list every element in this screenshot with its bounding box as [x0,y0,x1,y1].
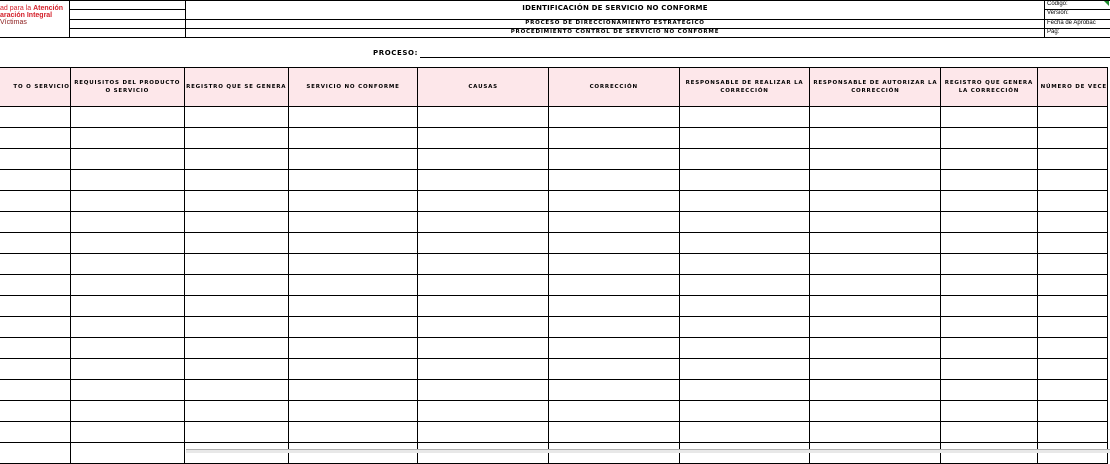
table-cell[interactable] [288,128,418,149]
table-cell[interactable] [288,359,418,380]
table-cell[interactable] [288,254,418,275]
table-cell[interactable] [184,254,288,275]
table-cell[interactable] [184,212,288,233]
col-header-responsable-realizar: RESPONSABLE DE REALIZAR LA CORRECCIÓN [679,68,810,107]
table-cell[interactable] [1037,443,1107,464]
table-cell[interactable] [548,128,679,149]
table-cell[interactable] [70,170,184,191]
table-cell[interactable] [418,233,548,254]
col-header-requisitos: REQUISITOS DEL PRODUCTO O SERVICIO [70,68,184,107]
table-cell[interactable] [941,380,1037,401]
table-cell[interactable] [810,107,941,128]
table-cell[interactable] [0,317,70,338]
table-cell[interactable] [418,422,548,443]
table-cell[interactable] [548,254,679,275]
table-row [0,296,1108,317]
process-name: PROCESO DE DIRECCIONAMIENTO ESTRATEGICO [525,20,705,26]
table-cell[interactable] [70,275,184,296]
table-cell[interactable] [0,296,70,317]
table-cell[interactable] [1037,149,1107,170]
table-header-row [0,68,1108,107]
table-cell[interactable] [548,422,679,443]
table-row [0,107,1108,128]
table-cell[interactable] [70,254,184,275]
organization-logo [0,5,70,26]
table-cell[interactable] [548,443,679,464]
table-cell[interactable] [418,254,548,275]
table-cell[interactable] [810,359,941,380]
table-cell[interactable] [548,338,679,359]
procedure-name: PROCEDIMIENTO CONTROL DE SERVICIO NO CONFORME [510,29,720,35]
table-cell[interactable] [548,170,679,191]
table-cell[interactable] [941,443,1037,464]
pag-label: Pág: [1047,29,1060,35]
table-cell[interactable] [418,317,548,338]
table-cell[interactable] [1037,233,1107,254]
table-cell[interactable] [1037,359,1107,380]
table-cell[interactable] [1037,212,1107,233]
col-header-servicio-no-conforme: SERVICIO NO CONFORME [288,68,418,107]
table-cell[interactable] [288,191,418,212]
header-border-top [0,0,1110,1]
header-cell-divider [70,9,185,10]
table-cell[interactable] [941,191,1037,212]
table-cell[interactable] [941,254,1037,275]
table-cell[interactable] [70,191,184,212]
header-vline-right [1044,0,1045,38]
table-cell[interactable] [288,422,418,443]
cell-comment-indicator-icon [1104,1,1109,6]
table-row [0,191,1108,212]
table-cell[interactable] [679,107,810,128]
logo-line1-prefix: ad para la [0,5,34,12]
table-cell[interactable] [0,170,70,191]
table-cell[interactable] [0,254,70,275]
table-cell[interactable] [679,149,810,170]
table-cell[interactable] [70,422,184,443]
table-cell[interactable] [184,338,288,359]
table-cell[interactable] [418,212,548,233]
table-cell[interactable] [418,107,548,128]
table-cell[interactable] [941,149,1037,170]
table-row [0,443,1108,464]
table-cell[interactable] [184,401,288,422]
table-cell[interactable] [288,380,418,401]
table-cell[interactable] [70,107,184,128]
table-cell[interactable] [941,128,1037,149]
horizontal-scrollbar[interactable] [186,449,1110,453]
table-cell[interactable] [0,275,70,296]
table-cell[interactable] [1037,401,1107,422]
table-row [0,401,1108,422]
table-cell[interactable] [679,317,810,338]
table-cell[interactable] [810,128,941,149]
table-cell[interactable] [941,338,1037,359]
document-title: IDENTIFICACIÓN DE SERVICIO NO CONFORME [522,4,708,12]
table-cell[interactable] [810,401,941,422]
table-cell[interactable] [418,128,548,149]
table-cell[interactable] [810,275,941,296]
table-cell[interactable] [810,212,941,233]
table-cell[interactable] [418,170,548,191]
table-cell[interactable] [0,359,70,380]
table-cell[interactable] [184,443,288,464]
table-cell[interactable] [184,359,288,380]
table-row [0,317,1108,338]
table-cell[interactable] [70,296,184,317]
table-cell[interactable] [679,296,810,317]
table-cell[interactable] [941,296,1037,317]
table-cell[interactable] [679,254,810,275]
table-cell[interactable] [679,443,810,464]
col-header-causas: CAUSAS [418,68,548,107]
table-cell[interactable] [1037,380,1107,401]
table-cell[interactable] [70,317,184,338]
table-cell[interactable] [184,170,288,191]
table-cell[interactable] [288,170,418,191]
table-cell[interactable] [810,422,941,443]
table-cell[interactable] [548,191,679,212]
col-header-registro-correccion: REGISTRO QUE GENERA LA CORRECCIÓN [941,68,1037,107]
table-cell[interactable] [0,401,70,422]
table-cell[interactable] [1037,170,1107,191]
table-cell[interactable] [1037,128,1107,149]
table-cell[interactable] [0,149,70,170]
table-cell[interactable] [679,338,810,359]
table-cell[interactable] [941,275,1037,296]
table-cell[interactable] [288,317,418,338]
col-header-numero-veces: NÚMERO DE VECE [1037,68,1107,107]
table-cell[interactable] [548,380,679,401]
table-row [0,380,1108,401]
table-cell[interactable] [548,275,679,296]
table-cell[interactable] [418,275,548,296]
table-cell[interactable] [0,233,70,254]
table-cell[interactable] [1037,107,1107,128]
table-cell[interactable] [0,128,70,149]
table-cell[interactable] [679,359,810,380]
table-cell[interactable] [70,380,184,401]
table-cell[interactable] [548,401,679,422]
table-cell[interactable] [418,401,548,422]
table-cell[interactable] [0,212,70,233]
table-cell[interactable] [679,233,810,254]
table-cell[interactable] [810,338,941,359]
table-cell[interactable] [418,380,548,401]
table-cell[interactable] [0,380,70,401]
table-cell[interactable] [288,296,418,317]
codigo-label: Código: [1047,1,1068,7]
table-cell[interactable] [0,422,70,443]
table-cell[interactable] [548,359,679,380]
table-cell[interactable] [810,149,941,170]
table-cell[interactable] [941,401,1037,422]
table-cell[interactable] [810,191,941,212]
table-cell[interactable] [288,212,418,233]
table-cell[interactable] [288,401,418,422]
table-cell[interactable] [288,275,418,296]
table-row [0,422,1108,443]
table-cell[interactable] [184,380,288,401]
table-cell[interactable] [679,401,810,422]
version-label: Versión: [1047,10,1069,16]
proceso-field-line[interactable] [420,57,1110,58]
table-cell[interactable] [70,359,184,380]
table-cell[interactable] [941,422,1037,443]
table-cell[interactable] [679,191,810,212]
table-cell[interactable] [1037,317,1107,338]
header-border-bottom [0,37,1110,38]
table-cell[interactable] [548,296,679,317]
table-cell[interactable] [288,107,418,128]
table-cell[interactable] [548,107,679,128]
table-row [0,254,1108,275]
table-cell[interactable] [288,338,418,359]
table-cell[interactable] [184,296,288,317]
table-cell[interactable] [941,212,1037,233]
table-cell[interactable] [810,380,941,401]
table-cell[interactable] [810,296,941,317]
table-cell[interactable] [184,422,288,443]
table-cell[interactable] [548,212,679,233]
table-cell[interactable] [0,338,70,359]
table-cell[interactable] [184,191,288,212]
col-header-correccion: CORRECCIÓN [548,68,679,107]
logo-line3: Víctimas [0,19,27,26]
table-body [0,107,1108,464]
table-cell[interactable] [1037,422,1107,443]
table-cell[interactable] [1037,254,1107,275]
table-row [0,338,1108,359]
table-cell[interactable] [70,401,184,422]
nonconforming-service-table [0,67,1108,464]
table-cell[interactable] [0,191,70,212]
table-cell[interactable] [810,443,941,464]
table-cell[interactable] [941,107,1037,128]
table-cell[interactable] [418,149,548,170]
table-cell[interactable] [679,128,810,149]
table-cell[interactable] [1037,191,1107,212]
table-cell[interactable] [941,233,1037,254]
col-header-producto-o-servicio: TO O SERVICIO [0,68,70,107]
table-cell[interactable] [679,422,810,443]
table-cell[interactable] [70,128,184,149]
table-cell[interactable] [184,149,288,170]
table-cell[interactable] [70,212,184,233]
table-cell[interactable] [810,233,941,254]
table-cell[interactable] [418,443,548,464]
logo-line1-bold: Atención [33,5,64,12]
table-cell[interactable] [941,317,1037,338]
table-cell[interactable] [184,107,288,128]
table-cell[interactable] [0,443,70,464]
table-cell[interactable] [1037,338,1107,359]
fecha-label: Fecha de Aprobac [1047,20,1096,26]
table-cell[interactable] [70,443,184,464]
table-cell[interactable] [810,317,941,338]
table-cell[interactable] [288,233,418,254]
table-cell[interactable] [184,233,288,254]
table-cell[interactable] [184,128,288,149]
table-cell[interactable] [418,359,548,380]
table-row [0,149,1108,170]
table-cell[interactable] [418,296,548,317]
table-cell[interactable] [184,275,288,296]
table-row [0,170,1108,191]
table-row [0,212,1108,233]
table-cell[interactable] [679,275,810,296]
table-cell[interactable] [810,170,941,191]
table-cell[interactable] [288,149,418,170]
table-cell[interactable] [679,170,810,191]
table-row [0,359,1108,380]
table-cell[interactable] [0,107,70,128]
table-cell[interactable] [70,338,184,359]
table-cell[interactable] [70,149,184,170]
table-cell[interactable] [1037,296,1107,317]
table-row [0,275,1108,296]
table-cell[interactable] [679,212,810,233]
table-cell[interactable] [288,443,418,464]
table-cell[interactable] [548,149,679,170]
proceso-label: PROCESO: [373,49,418,57]
document-header [0,0,1110,38]
table-cell[interactable] [1037,275,1107,296]
table-row [0,233,1108,254]
table-cell[interactable] [810,254,941,275]
table-cell[interactable] [548,233,679,254]
table-cell[interactable] [679,380,810,401]
table-cell[interactable] [941,170,1037,191]
col-header-registro: REGISTRO QUE SE GENERA [184,68,288,107]
table-cell[interactable] [548,317,679,338]
table-cell[interactable] [418,338,548,359]
table-cell[interactable] [70,233,184,254]
col-header-responsable-autorizar: RESPONSABLE DE AUTORIZAR LA CORRECCIÓN [810,68,941,107]
table-cell[interactable] [418,191,548,212]
table-cell[interactable] [184,317,288,338]
logo-line2: aración Integral [0,12,53,19]
table-cell[interactable] [941,359,1037,380]
table-row [0,128,1108,149]
